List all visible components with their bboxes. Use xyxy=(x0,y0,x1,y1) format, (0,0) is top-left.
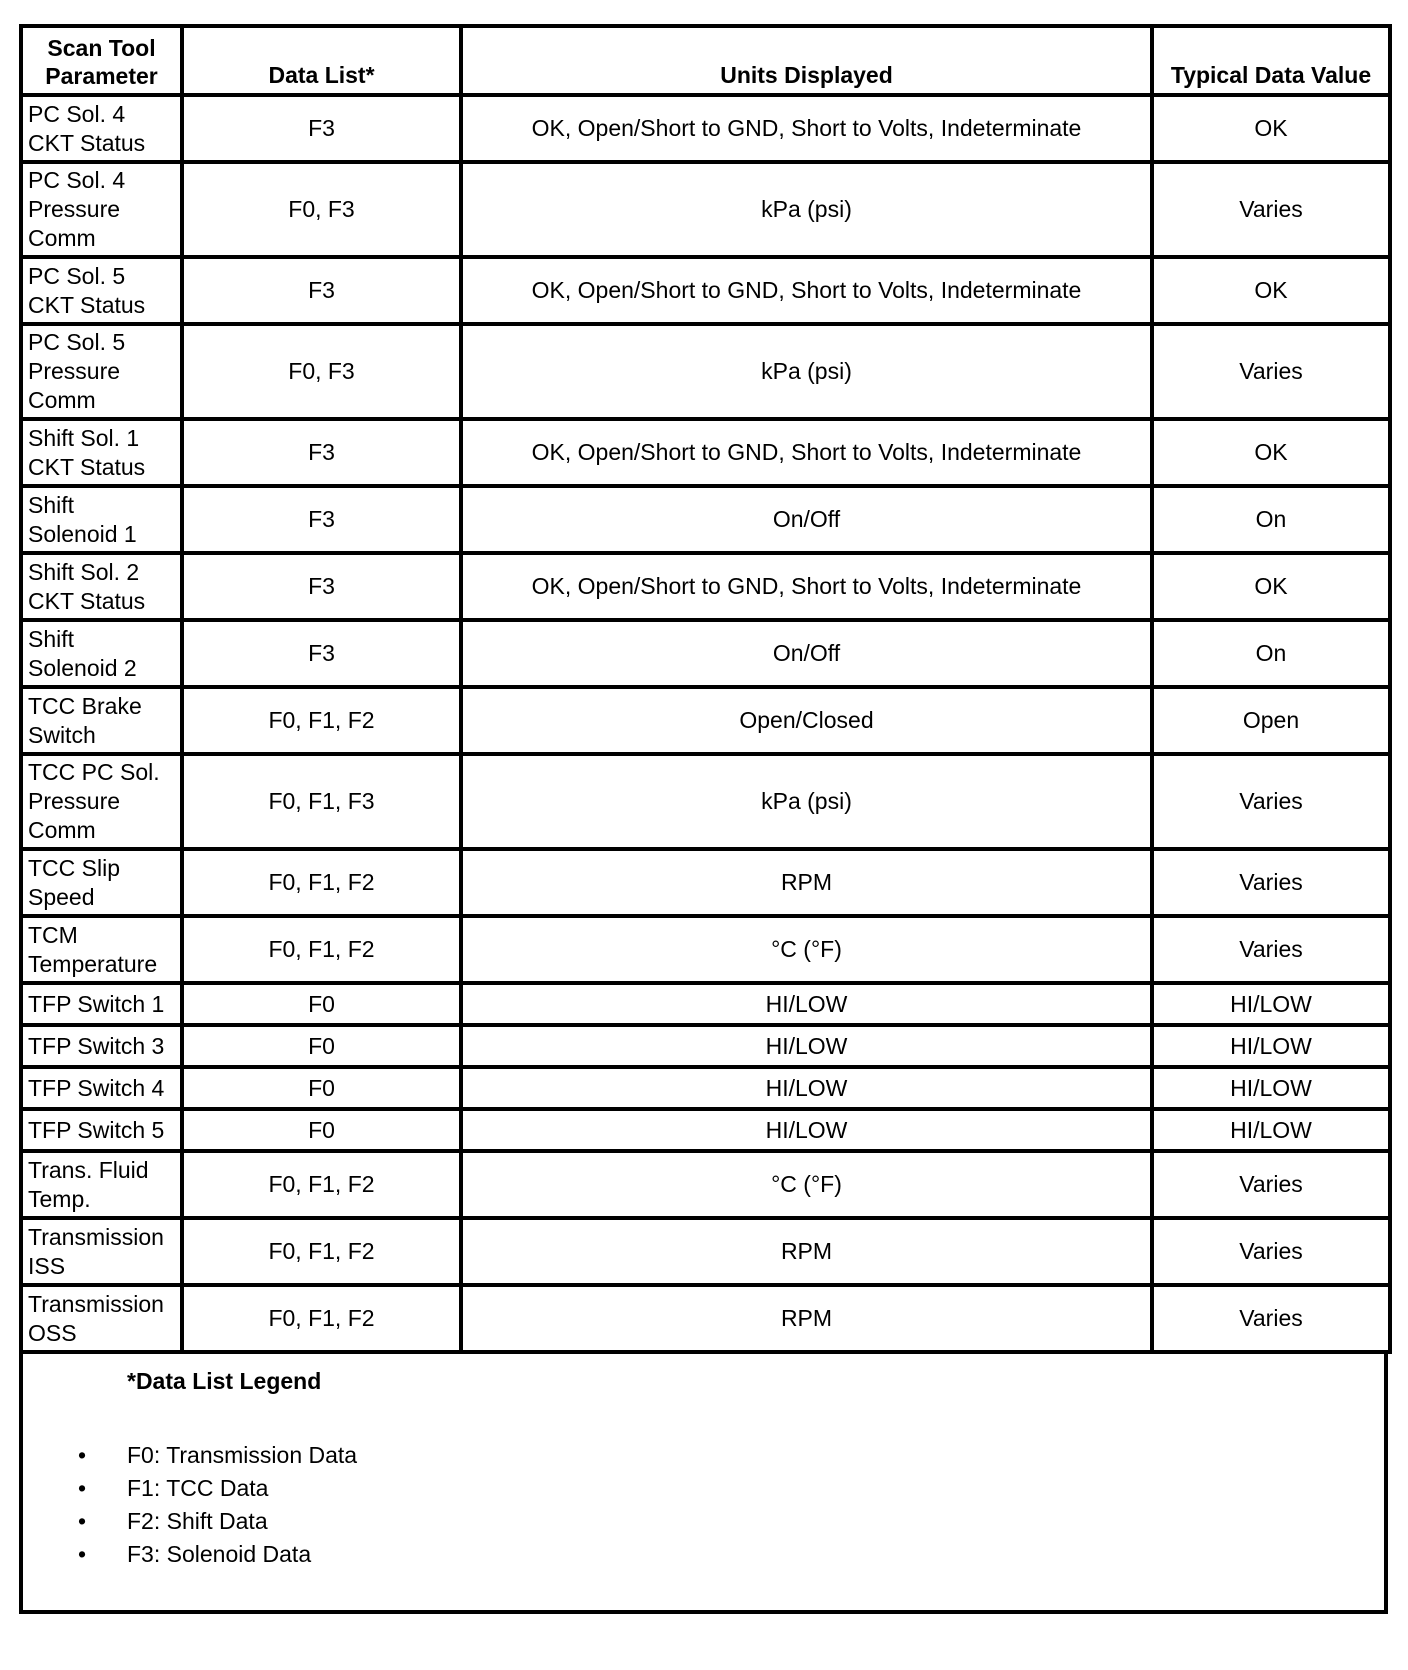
cell-data-list: F0, F1, F2 xyxy=(182,687,461,754)
cell-units-displayed: kPa (psi) xyxy=(461,754,1152,849)
cell-typical-data-value: Varies xyxy=(1152,1151,1390,1218)
cell-typical-data-value: Varies xyxy=(1152,324,1390,419)
cell-data-list: F0 xyxy=(182,1109,461,1151)
cell-data-list: F0 xyxy=(182,983,461,1025)
table-row xyxy=(21,916,1390,983)
table-row xyxy=(21,1218,1390,1285)
cell-parameter: Transmission ISS xyxy=(21,1218,182,1285)
cell-data-list: F3 xyxy=(182,553,461,620)
cell-data-list: F3 xyxy=(182,486,461,553)
scan-tool-data-table xyxy=(19,24,1392,1354)
header-units-displayed: Units Displayed xyxy=(461,26,1152,95)
cell-typical-data-value: OK xyxy=(1152,257,1390,324)
cell-parameter: Shift Sol. 2 CKT Status xyxy=(21,553,182,620)
legend-list xyxy=(23,1439,357,1571)
cell-parameter: Transmission OSS xyxy=(21,1285,182,1352)
table-row xyxy=(21,983,1390,1025)
cell-units-displayed: °C (°F) xyxy=(461,916,1152,983)
cell-typical-data-value: HI/LOW xyxy=(1152,1067,1390,1109)
scan-tool-data-document xyxy=(19,24,1388,1614)
bullet-icon: • xyxy=(78,1442,87,1468)
table-row xyxy=(21,1067,1390,1109)
table-row xyxy=(21,324,1390,419)
table-row xyxy=(21,1151,1390,1218)
cell-units-displayed: OK, Open/Short to GND, Short to Volts, Indeterminate xyxy=(461,257,1152,324)
bullet-icon: • xyxy=(78,1541,87,1567)
cell-parameter: TFP Switch 5 xyxy=(21,1109,182,1151)
cell-units-displayed: On/Off xyxy=(461,620,1152,687)
table-row xyxy=(21,1109,1390,1151)
cell-data-list: F0 xyxy=(182,1025,461,1067)
cell-units-displayed: RPM xyxy=(461,1285,1152,1352)
cell-typical-data-value: HI/LOW xyxy=(1152,983,1390,1025)
data-list-legend xyxy=(19,1354,1388,1614)
cell-typical-data-value: On xyxy=(1152,486,1390,553)
cell-parameter: PC Sol. 5 CKT Status xyxy=(21,257,182,324)
table-row xyxy=(21,1285,1390,1352)
table-row xyxy=(21,754,1390,849)
cell-parameter: TCC Brake Switch xyxy=(21,687,182,754)
header-typical-data-value: Typical Data Value xyxy=(1152,26,1390,95)
cell-typical-data-value: On xyxy=(1152,620,1390,687)
cell-units-displayed: On/Off xyxy=(461,486,1152,553)
cell-typical-data-value: HI/LOW xyxy=(1152,1025,1390,1067)
bullet-icon: • xyxy=(78,1508,87,1534)
table-row xyxy=(21,486,1390,553)
legend-item xyxy=(23,1439,357,1472)
cell-units-displayed: OK, Open/Short to GND, Short to Volts, Indeterminate xyxy=(461,553,1152,620)
cell-parameter: PC Sol. 4 Pressure Comm xyxy=(21,162,182,257)
cell-units-displayed: Open/Closed xyxy=(461,687,1152,754)
cell-data-list: F0 xyxy=(182,1067,461,1109)
cell-typical-data-value: OK xyxy=(1152,95,1390,162)
table-row xyxy=(21,257,1390,324)
table-row xyxy=(21,620,1390,687)
cell-units-displayed: RPM xyxy=(461,849,1152,916)
cell-parameter: TFP Switch 4 xyxy=(21,1067,182,1109)
cell-data-list: F3 xyxy=(182,95,461,162)
table-row xyxy=(21,95,1390,162)
cell-data-list: F3 xyxy=(182,419,461,486)
cell-typical-data-value: OK xyxy=(1152,553,1390,620)
cell-units-displayed: RPM xyxy=(461,1218,1152,1285)
cell-parameter: TFP Switch 3 xyxy=(21,1025,182,1067)
legend-item-text: F2: Shift Data xyxy=(127,1508,268,1534)
cell-parameter: PC Sol. 5 Pressure Comm xyxy=(21,324,182,419)
cell-parameter: Shift Sol. 1 CKT Status xyxy=(21,419,182,486)
cell-typical-data-value: Varies xyxy=(1152,1285,1390,1352)
cell-parameter: Shift Solenoid 1 xyxy=(21,486,182,553)
bullet-icon: • xyxy=(78,1475,87,1501)
legend-item-text: F1: TCC Data xyxy=(127,1475,269,1501)
header-row xyxy=(21,26,1390,95)
table-row xyxy=(21,419,1390,486)
legend-title: *Data List Legend xyxy=(127,1368,322,1394)
cell-units-displayed: °C (°F) xyxy=(461,1151,1152,1218)
cell-typical-data-value: Varies xyxy=(1152,849,1390,916)
cell-data-list: F3 xyxy=(182,257,461,324)
legend-item xyxy=(23,1505,357,1538)
cell-data-list: F0, F1, F2 xyxy=(182,1218,461,1285)
legend-item-text: F3: Solenoid Data xyxy=(127,1541,312,1567)
header-data-list: Data List* xyxy=(182,26,461,95)
cell-parameter: TCC Slip Speed xyxy=(21,849,182,916)
cell-units-displayed: kPa (psi) xyxy=(461,162,1152,257)
cell-units-displayed: HI/LOW xyxy=(461,1109,1152,1151)
cell-typical-data-value: Open xyxy=(1152,687,1390,754)
cell-typical-data-value: Varies xyxy=(1152,916,1390,983)
cell-typical-data-value: Varies xyxy=(1152,162,1390,257)
cell-parameter: Trans. Fluid Temp. xyxy=(21,1151,182,1218)
cell-units-displayed: OK, Open/Short to GND, Short to Volts, Indeterminate xyxy=(461,95,1152,162)
cell-units-displayed: OK, Open/Short to GND, Short to Volts, Indeterminate xyxy=(461,419,1152,486)
cell-units-displayed: HI/LOW xyxy=(461,983,1152,1025)
cell-typical-data-value: Varies xyxy=(1152,754,1390,849)
cell-units-displayed: HI/LOW xyxy=(461,1025,1152,1067)
cell-parameter: TCC PC Sol. Pressure Comm xyxy=(21,754,182,849)
table-row xyxy=(21,849,1390,916)
cell-data-list: F0, F1, F2 xyxy=(182,1151,461,1218)
cell-parameter: Shift Solenoid 2 xyxy=(21,620,182,687)
cell-typical-data-value: HI/LOW xyxy=(1152,1109,1390,1151)
table-row xyxy=(21,162,1390,257)
cell-data-list: F0, F1, F3 xyxy=(182,754,461,849)
cell-data-list: F0, F3 xyxy=(182,324,461,419)
cell-parameter: PC Sol. 4 CKT Status xyxy=(21,95,182,162)
cell-data-list: F0, F3 xyxy=(182,162,461,257)
cell-parameter: TFP Switch 1 xyxy=(21,983,182,1025)
header-parameter: Scan Tool Parameter xyxy=(21,26,182,95)
legend-item xyxy=(23,1472,357,1505)
table-row xyxy=(21,553,1390,620)
legend-item xyxy=(23,1538,357,1571)
cell-units-displayed: kPa (psi) xyxy=(461,324,1152,419)
cell-data-list: F0, F1, F2 xyxy=(182,1285,461,1352)
legend-item-text: F0: Transmission Data xyxy=(127,1442,358,1468)
cell-data-list: F3 xyxy=(182,620,461,687)
cell-typical-data-value: Varies xyxy=(1152,1218,1390,1285)
cell-parameter: TCM Temperature xyxy=(21,916,182,983)
table-row xyxy=(21,1025,1390,1067)
cell-typical-data-value: OK xyxy=(1152,419,1390,486)
table-row xyxy=(21,687,1390,754)
cell-data-list: F0, F1, F2 xyxy=(182,849,461,916)
cell-data-list: F0, F1, F2 xyxy=(182,916,461,983)
cell-units-displayed: HI/LOW xyxy=(461,1067,1152,1109)
table-body xyxy=(21,95,1390,1352)
